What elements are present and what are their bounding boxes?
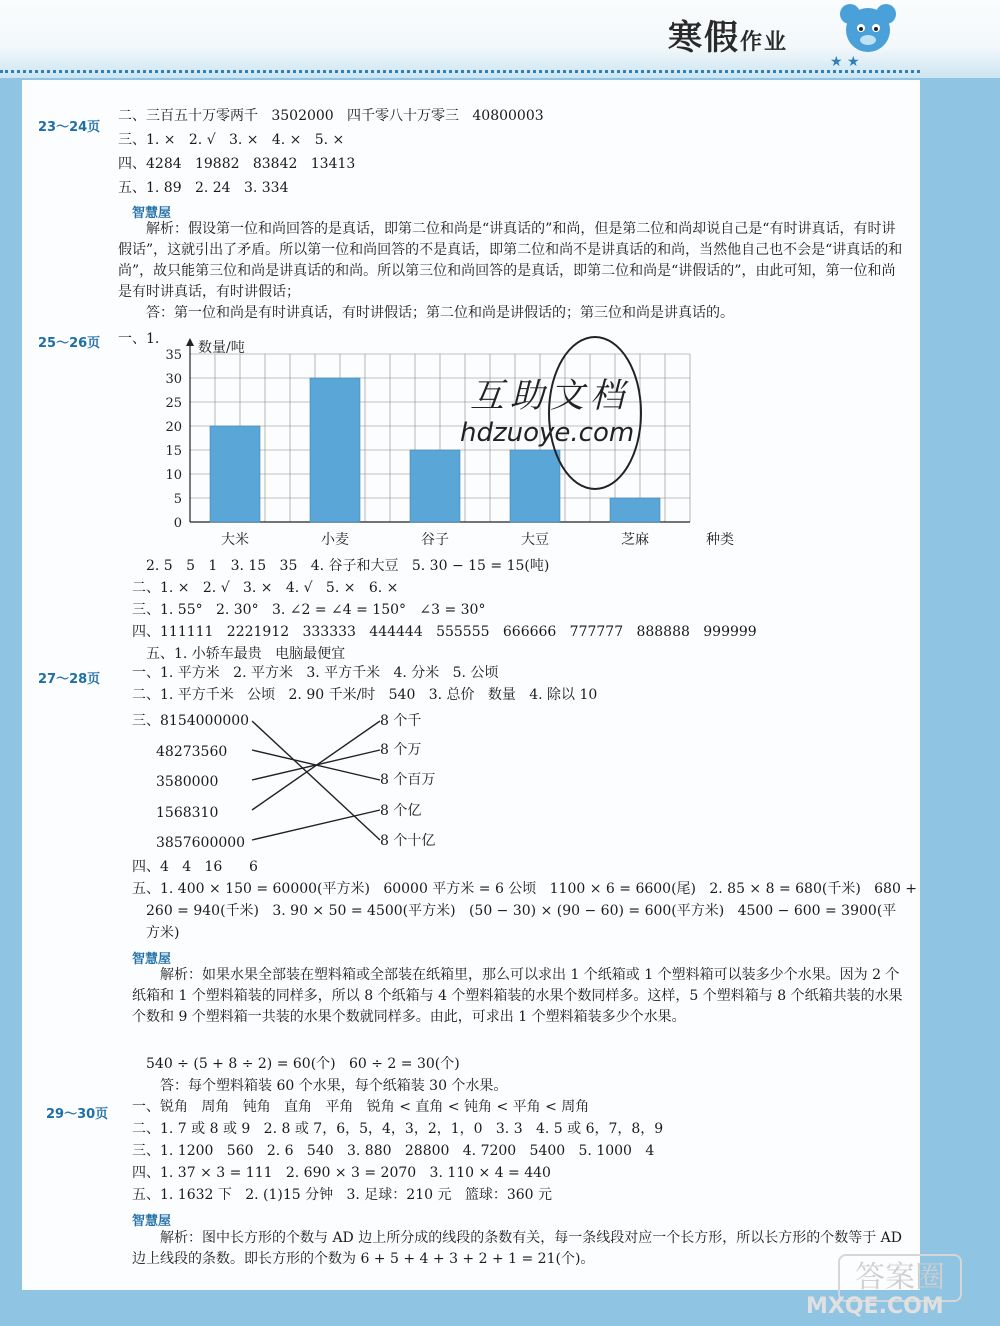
answer-line: 2. 5 5 1 3. 15 35 4. 谷子和大豆 5. 30 − 15 = 15(吨) (146, 558, 550, 574)
match-left-item: 3857600000 (156, 835, 246, 851)
y-tick-label: 0 (173, 516, 182, 531)
calc-text: 540 ÷ (5 + 8 ÷ 2) = 60(个) 60 ÷ 2 = 30(个) (146, 1056, 460, 1072)
header-divider (0, 70, 920, 73)
x-tick-label: 谷子 (421, 532, 449, 548)
answer-text: 答：第一位和尚是有时讲真话，有时讲假话；第二位和尚是讲假话的；第三位和尚是讲真话的。 (146, 305, 734, 321)
answer-line: 五、1. 小轿车最贵 电脑最便宜 (146, 646, 346, 662)
bar (310, 378, 360, 522)
answer-line: 四、111111 2221912 333333 444444 555555 666666 777777 888888 999999 (132, 624, 757, 640)
bar (210, 426, 260, 522)
x-tick-label: 大米 (221, 532, 249, 548)
mascot-icon (820, 0, 910, 70)
answer-line: 二、1. 7 或 8 或 9 2. 8 或 7，6，5，4，3，2，1，0 3. 3 4. 5 或 6，7，8，9 (132, 1121, 664, 1137)
x-tick-label: 小麦 (321, 532, 349, 548)
match-left-item: 1568310 (156, 805, 219, 821)
handwritten-watermark-url: hdzuoye.com (460, 418, 635, 448)
analysis-text: 解析：如果水果全部装在塑料箱或全部装在纸箱里，那么可以求出 1 个纸箱或 1 个塑料箱可以装多少个水果。因为 2 个纸箱和 1 个塑料箱装的同样多，所以 8 个纸箱与 4 个塑料箱装的水果个数同样多。这样，5 个塑料箱与 8 个纸箱共装的水果个数和 9 个塑料箱一共装的水果个数就同样多。由此，可求出 1 个塑料箱装多少个水果。 (132, 967, 903, 1025)
svg-text:★ ★: ★ ★ (830, 54, 860, 70)
answer-line: 四、4284 19882 83842 13413 (118, 156, 356, 172)
answer-line: 四、4 4 16 6 (132, 859, 258, 875)
y-tick-label: 5 (173, 492, 182, 507)
answer-line: 三、1. 1200 560 2. 6 540 3. 880 28800 4. 7200 5400 5. 1000 4 (132, 1143, 655, 1159)
url-watermark: MXQE.COM (806, 1294, 944, 1319)
answer-line: 三、1. × 2. √ 3. × 4. × 5. × (118, 132, 345, 148)
match-right-item: 8 个千 (380, 713, 422, 729)
y-tick-label: 15 (165, 444, 182, 459)
bar-chart (130, 325, 760, 555)
handwritten-watermark: 互助文档 (470, 376, 630, 416)
y-tick-label: 30 (165, 372, 182, 387)
answer-line: 二、1. 平方千米 公顷 2. 90 千米/时 540 3. 总价 数量 4. 除以 10 (132, 687, 598, 703)
x-tick-label: 芝麻 (621, 532, 649, 548)
answer-line: 方米) (146, 925, 180, 941)
match-left-item: 8154000000 (160, 713, 250, 729)
book-title: 寒假作业 (668, 18, 789, 58)
match-right-item: 8 个万 (380, 742, 422, 758)
match-left-item: 48273560 (156, 744, 228, 760)
wisdom-heading: 智慧屋 (132, 1214, 172, 1229)
match-right-item: 8 个亿 (380, 803, 422, 819)
answer-line: 一、1. 平方米 2. 平方米 3. 平方千米 4. 分米 5. 公顷 (132, 665, 499, 681)
left-margin (0, 78, 22, 1326)
bar (510, 450, 560, 522)
answer-line: 260 = 940(千米) 3. 90 × 50 = 4500(平方米) (50 − 30) × (90 − 60) = 600(平方米) 4500 − 600 = 3900(平 (146, 903, 897, 919)
answer-line: 一、1. (118, 331, 160, 347)
page-label: 23～24页 (38, 120, 101, 135)
bar (610, 498, 660, 522)
bar (410, 450, 460, 522)
y-tick-label: 25 (165, 396, 182, 411)
chart-svg (130, 325, 760, 555)
matching-lines (240, 712, 390, 852)
y-axis-label: 数量/吨 (198, 340, 245, 356)
answer-text: 答：每个塑料箱装 60 个水果，每个纸箱装 30 个水果。 (160, 1078, 508, 1094)
answer-line: 二、三百五十万零两千 3502000 四千零八十万零三 40800003 (118, 108, 544, 124)
right-margin (920, 78, 1000, 1326)
wisdom-heading: 智慧屋 (132, 206, 172, 221)
page-label: 27～28页 (38, 672, 101, 687)
y-tick-label: 20 (165, 420, 182, 435)
page-label: 25～26页 (38, 336, 101, 351)
y-tick-label: 35 (165, 348, 182, 363)
stamp-watermark: 答案圈 (838, 1254, 962, 1302)
page-label: 29～30页 (46, 1107, 109, 1122)
answer-line: 四、1. 37 × 3 = 111 2. 690 × 3 = 2070 3. 110 × 4 = 440 (132, 1165, 551, 1181)
answer-line: 二、1. × 2. √ 3. × 4. √ 5. × 6. × (132, 580, 399, 596)
analysis-text: 解析：假设第一位和尚回答的是真话，即第二位和尚是“讲真话的”和尚，但是第二位和尚却说自己是“有时讲真话，有时讲假话”，这就引出了矛盾。所以第一位和尚回答的不是真话，即第二位和尚不是讲真话的和尚，当然他自己也不会是“讲真话的和尚”，故只能第三位和尚是讲真话的和尚。所以第三位和尚回答的是真话，即第二位和尚是“讲假话的”，由此可知，第一位和尚是有时讲真话，有时讲假话； (118, 221, 903, 300)
x-tick-label: 大豆 (521, 532, 549, 548)
analysis-text: 解析：图中长方形的个数与 AD 边上所分成的线段的条数有关，每一条线段对应一个长方形，所以长方形的个数等于 AD 边上线段的条数。即长方形的个数为 6 + 5 + 4 + 3 + 2 + 1 = 21(个)。 (132, 1230, 903, 1267)
y-axis-arrow (186, 338, 194, 346)
answer-line: 五、1. 89 2. 24 3. 334 (118, 180, 289, 196)
match-lead: 三、 (132, 713, 160, 729)
match-left-item: 3580000 (156, 774, 219, 790)
y-tick-label: 10 (165, 468, 182, 483)
wisdom-heading: 智慧屋 (132, 952, 172, 967)
x-axis-label: 种类 (706, 532, 734, 548)
answer-line: 三、1. 55° 2. 30° 3. ∠2 = ∠4 = 150° ∠3 = 30° (132, 602, 486, 618)
answer-line: 五、1. 400 × 150 = 60000(平方米) 60000 平方米 = 6 公顷 1100 × 6 = 6600(尾) 2. 85 × 8 = 680(千米) 680 + (132, 881, 918, 897)
match-right-item: 8 个百万 (380, 772, 436, 788)
match-right-item: 8 个十亿 (380, 833, 436, 849)
answer-line: 五、1. 1632 下 2. (1)15 分钟 3. 足球：210 元 篮球：360 元 (132, 1187, 552, 1203)
answer-line: 一、锐角 周角 钝角 直角 平角 锐角 < 直角 < 钝角 < 平角 < 周角 (132, 1099, 590, 1115)
